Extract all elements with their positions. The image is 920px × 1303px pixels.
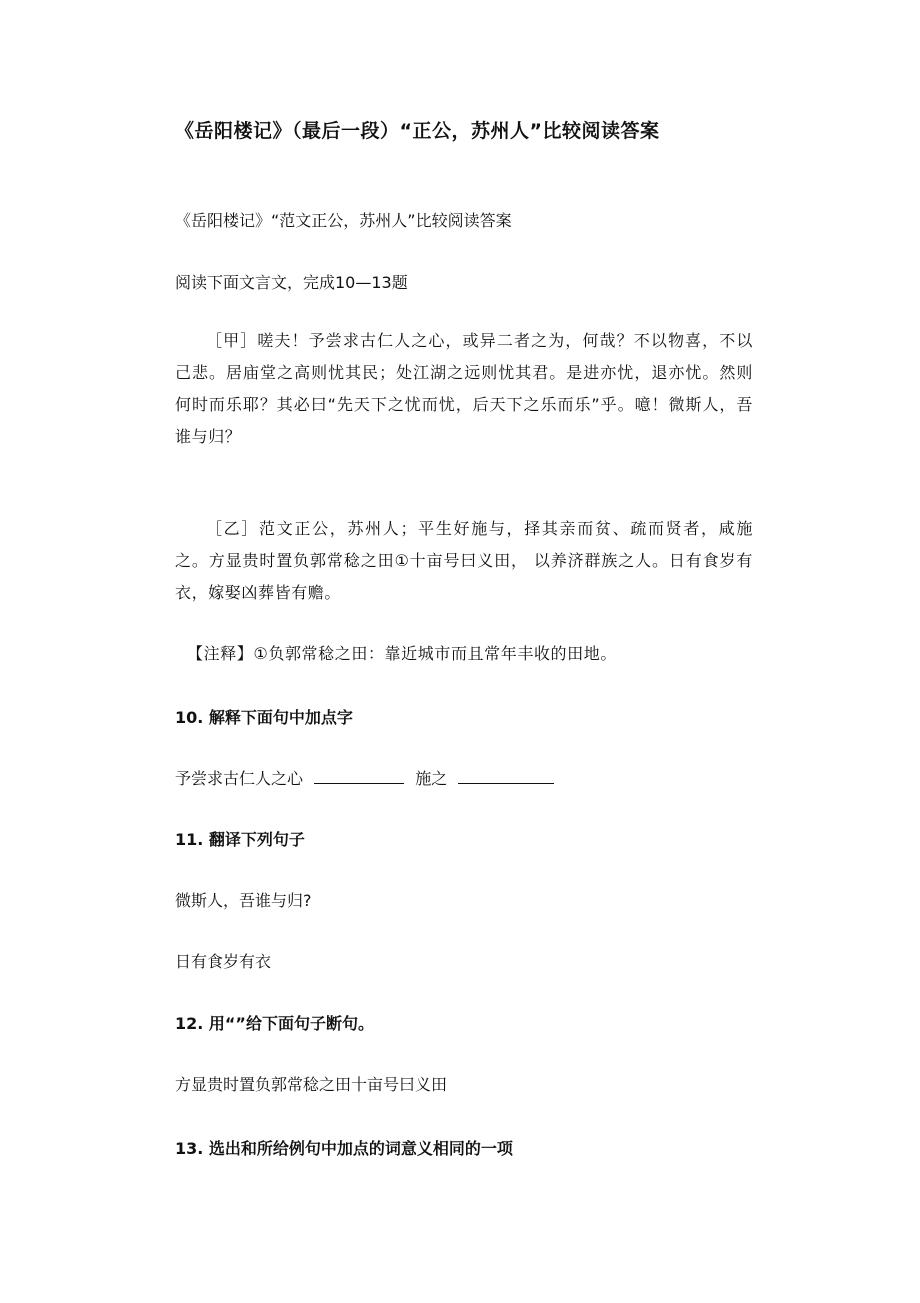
question-10-item-2: 施之 — [415, 769, 448, 788]
passage-b: ［乙］范文正公，苏州人；平生好施与，择其亲而贫、疏而贤者，咸施之。方显贵时置负郭常稔之田①十亩号曰义田， 以养济群族之人。日有食岁有衣，嫁娶凶葬皆有赡。 — [175, 519, 753, 602]
answer-blank-1[interactable] — [314, 769, 404, 784]
question-10-items — [175, 763, 560, 795]
instruction: 阅读下面文言文，完成10—13题 — [175, 273, 408, 292]
passage-a: ［甲］嗟夫！予尝求古仁人之心，或异二者之为，何哉？不以物喜，不以己悲。居庙堂之高则忧其民；处江湖之远则忧其君。是进亦忧，退亦忧。然则何时而乐耶？其必曰“先天下之忧而忧，后天下之乐而乐”乎。噫！微斯人，吾谁与归？ — [175, 331, 753, 446]
question-13-label: 13. 选出和所给例句中加点的词意义相同的一项 — [175, 1139, 513, 1158]
question-11-label: 11. 翻译下列句子 — [175, 830, 305, 849]
subtitle: 《岳阳楼记》“范文正公，苏州人”比较阅读答案 — [175, 211, 512, 230]
question-10-item-1: 予尝求古仁人之心 — [175, 769, 304, 788]
answer-blank-2[interactable] — [458, 769, 554, 784]
question-10-label: 10. 解释下面句中加点字 — [175, 708, 353, 727]
annotation-note: 【注释】①负郭常稔之田：靠近城市而且常年丰收的田地。 — [187, 644, 617, 663]
question-11-sentence-2: 日有食岁有衣 — [175, 952, 272, 971]
document-title: 《岳阳楼记》（最后一段）“正公，苏州人”比较阅读答案 — [175, 120, 660, 142]
question-12-label: 12. 用“”给下面句子断句。 — [175, 1014, 374, 1033]
question-11-sentence-1: 微斯人，吾谁与归? — [175, 891, 312, 910]
question-12-sentence: 方显贵时置负郭常稔之田十亩号曰义田 — [175, 1075, 448, 1094]
